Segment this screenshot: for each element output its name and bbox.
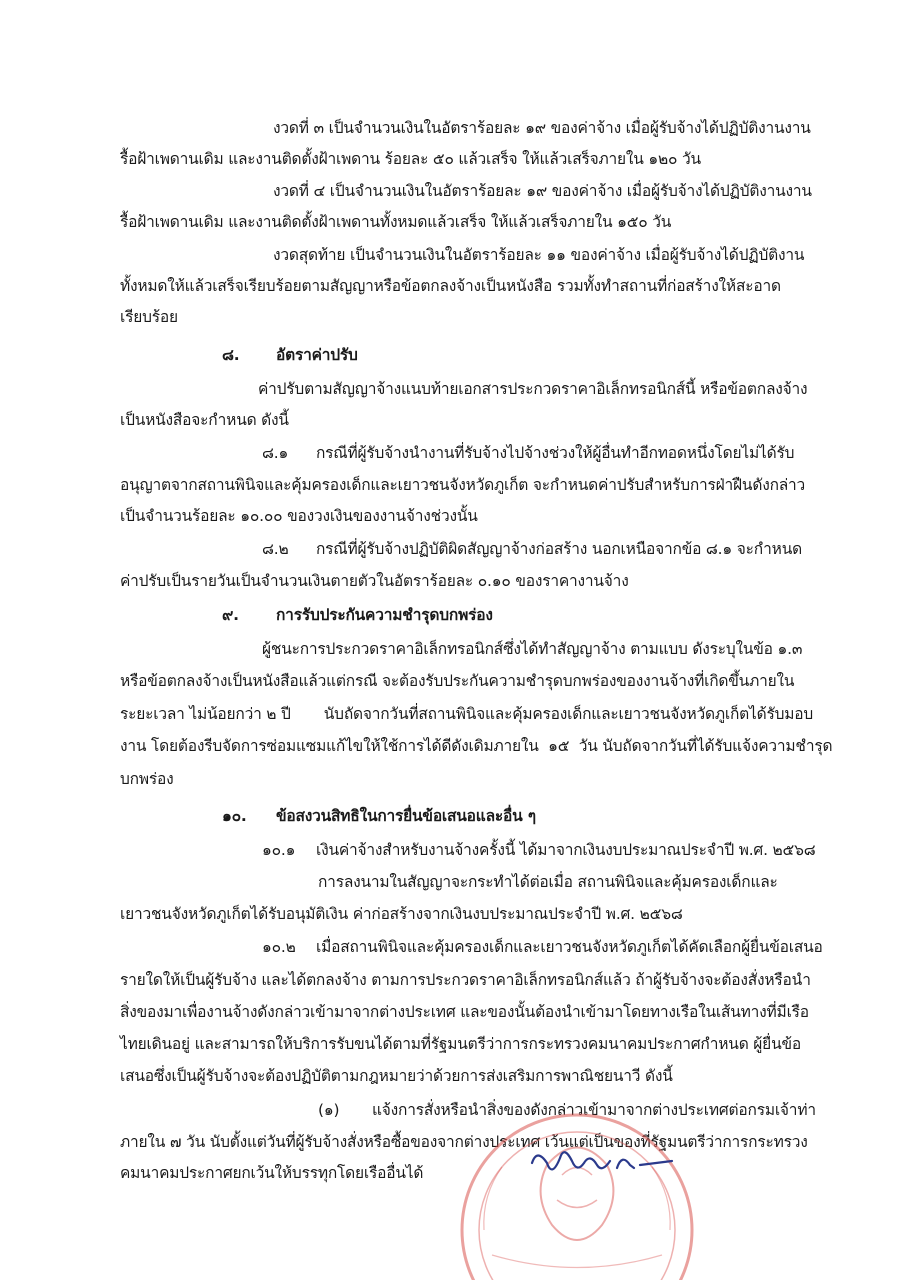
section9-line3: ระยะเวลา ไม่น้อยกว่า ๒ ปี นับถัดจากวันที่สถานพินิจและคุ้มครองเด็กและเยาวชนจังหวัดภูเก็ตได้รับมอบ	[120, 705, 814, 723]
section8-item1-line2: อนุญาตจากสถานพินิจและคุ้มครองเด็กและเยาวชนจังหวัดภูเก็ต จะกำหนดค่าปรับสำหรับการฝ่าฝืนดังกล่าว	[120, 476, 806, 494]
section10-item1-text: เงินค่าจ้างสำหรับงานจ้างครั้งนี้ ได้มาจากเงินงบประมาณประจำปี พ.ศ. ๒๕๖๘	[316, 841, 816, 859]
section10-item1-number: ๑๐.๑	[262, 841, 296, 859]
section10-item1-line3: เยาวชนจังหวัดภูเก็ตได้รับอนุมัติเงิน ค่าก่อสร้างจากเงินงบประมาณประจำปี พ.ศ. ๒๕๖๘	[120, 905, 683, 923]
section8-item1-line1	[262, 442, 794, 464]
section9-line1: ผู้ชนะการประกวดราคาอิเล็กทรอนิกส์ซึ่งได้ทำสัญญาจ้าง ตามแบบ ดังระบุในข้อ ๑.๓	[262, 640, 803, 658]
section9-title: การรับประกันความชำรุดบกพร่อง	[276, 606, 493, 624]
section8-intro-line2: เป็นหนังสือจะกำหนด ดังนี้	[120, 411, 289, 429]
section8-heading	[222, 344, 358, 366]
section10-item1-line2: การลงนามในสัญญาจะกระทำได้ต่อเมื่อ สถานพินิจและคุ้มครองเด็กและ	[318, 873, 778, 891]
section8-number: ๘.	[222, 346, 240, 364]
section8-intro-line1: ค่าปรับตามสัญญาจ้างแนบท้ายเอกสารประกวดราคาอิเล็กทรอนิกส์นี้ หรือข้อตกลงจ้าง	[258, 380, 808, 398]
section8-title: อัตราค่าปรับ	[276, 346, 358, 364]
section8-item2-line1	[262, 538, 802, 560]
section10-sub1-line2: ภายใน ๗ วัน นับตั้งแต่วันที่ผู้รับจ้างสั่งหรือซื้อของจากต่างประเทศ เว้นแต่เป็นของที่รัฐมนตรีว่าการกระทรวง	[120, 1133, 808, 1151]
section10-number: ๑๐.	[222, 807, 247, 825]
section10-heading	[222, 805, 536, 827]
final-installment-line2: ทั้งหมดให้แล้วเสร็จเรียบร้อยตามสัญญาหรือข้อตกลงจ้างเป็นหนังสือ รวมทั้งทำสถานที่ก่อสร้างให้สะอาด	[120, 277, 781, 295]
section10-item2-number: ๑๐.๒	[262, 938, 296, 956]
section9-line2: หรือข้อตกลงจ้างเป็นหนังสือแล้วแต่กรณี จะต้องรับประกันความชำรุดบกพร่องของงานจ้างที่เกิดขึ้นภายใน	[120, 672, 795, 690]
section10-item2-text: เมื่อสถานพินิจและคุ้มครองเด็กและเยาวชนจังหวัดภูเก็ตได้คัดเลือกผู้ยื่นข้อเสนอ	[316, 938, 823, 956]
final-installment-line3: เรียบร้อย	[120, 308, 178, 326]
installment3-line1: งวดที่ ๓ เป็นจำนวนเงินในอัตราร้อยละ ๑๙ ของค่าจ้าง เมื่อผู้รับจ้างได้ปฏิบัติงานงาน	[273, 119, 811, 137]
section10-sub1-number: (๑)	[318, 1101, 340, 1119]
section9-number: ๙.	[222, 606, 239, 624]
section10-item2-line4: ไทยเดินอยู่ และสามารถให้บริการรับขนได้ตามที่รัฐมนตรีว่าการกระทรวงคมนาคมประกาศกำหนด ผู้ยื่นข้อ	[120, 1035, 801, 1053]
section10-item1-line1	[262, 839, 815, 861]
section10-sub1-line3: คมนาคมประกาศยกเว้นให้บรรทุกโดยเรืออื่นได้	[120, 1164, 424, 1182]
section10-item2-line2: รายใดให้เป็นผู้รับจ้าง และได้ตกลงจ้าง ตามการประกวดราคาอิเล็กทรอนิกส์แล้ว ถ้าผู้รับจ้างจะต้องสั่งหรือนำ	[120, 971, 811, 989]
installment4-line2: รื้อฝ้าเพดานเดิม และงานติดตั้งฝ้าเพดานทั้งหมดแล้วเสร็จ ให้แล้วเสร็จภายใน ๑๕๐ วัน	[120, 213, 672, 231]
section10-item2-line5: เสนอซึ่งเป็นผู้รับจ้างจะต้องปฏิบัติตามกฎหมายว่าด้วยการส่งเสริมการพาณิชยนาวี ดังนี้	[120, 1067, 673, 1085]
section9-line5: บกพร่อง	[120, 770, 174, 788]
signature-graphic	[522, 1133, 682, 1193]
section9-line4: งาน โดยต้องรีบจัดการซ่อมแซมแก้ไขให้ใช้การได้ดีดังเดิมภายใน ๑๕ วัน นับถัดจากวันที่ได้รับแจ้งความชำรุด	[120, 737, 833, 755]
section8-item1-line3: เป็นจำนวนร้อยละ ๑๐.๐๐ ของวงเงินของงานจ้างช่วงนั้น	[120, 507, 478, 525]
section8-item2-line2: ค่าปรับเป็นรายวันเป็นจำนวนเงินตายตัวในอัตราร้อยละ ๐.๑๐ ของราคางานจ้าง	[120, 572, 629, 590]
section9-heading	[222, 604, 493, 626]
section10-item2-line1	[262, 936, 823, 958]
section10-item2-line3: สิ่งของมาเพื่องานจ้างดังกล่าวเข้ามาจากต่างประเทศ และของนั้นต้องนำเข้ามาโดยทางเรือในเส้นทางที่มีเรือ	[120, 1003, 809, 1021]
installment4-line1: งวดที่ ๔ เป็นจำนวนเงินในอัตราร้อยละ ๑๙ ของค่าจ้าง เมื่อผู้รับจ้างได้ปฏิบัติงานงาน	[273, 182, 812, 200]
section8-item2-number: ๘.๒	[262, 540, 289, 558]
official-seal	[452, 1105, 697, 1280]
installment3-line2: รื้อฝ้าเพดานเดิม และงานติดตั้งฝ้าเพดาน ร้อยละ ๕๐ แล้วเสร็จ ให้แล้วเสร็จภายใน ๑๒๐ วัน	[120, 150, 701, 168]
section10-sub1-text: แจ้งการสั่งหรือนำสิ่งของดังกล่าวเข้ามาจากต่างประเทศต่อกรมเจ้าท่า	[372, 1101, 816, 1119]
section8-item1-number: ๘.๑	[262, 444, 289, 462]
section8-item2-text: กรณีที่ผู้รับจ้างปฏิบัติผิดสัญญาจ้างก่อสร้าง นอกเหนือจากข้อ ๘.๑ จะกำหนด	[316, 540, 802, 558]
section10-title: ข้อสงวนสิทธิในการยื่นข้อเสนอและอื่น ๆ	[276, 807, 536, 825]
final-installment-line1: งวดสุดท้าย เป็นจำนวนเงินในอัตราร้อยละ ๑๑ ของค่าจ้าง เมื่อผู้รับจ้างได้ปฏิบัติงาน	[273, 246, 805, 264]
section8-item1-text: กรณีที่ผู้รับจ้างนำงานที่รับจ้างไปจ้างช่วงให้ผู้อื่นทำอีกทอดหนึ่งโดยไม่ได้รับ	[316, 444, 795, 462]
